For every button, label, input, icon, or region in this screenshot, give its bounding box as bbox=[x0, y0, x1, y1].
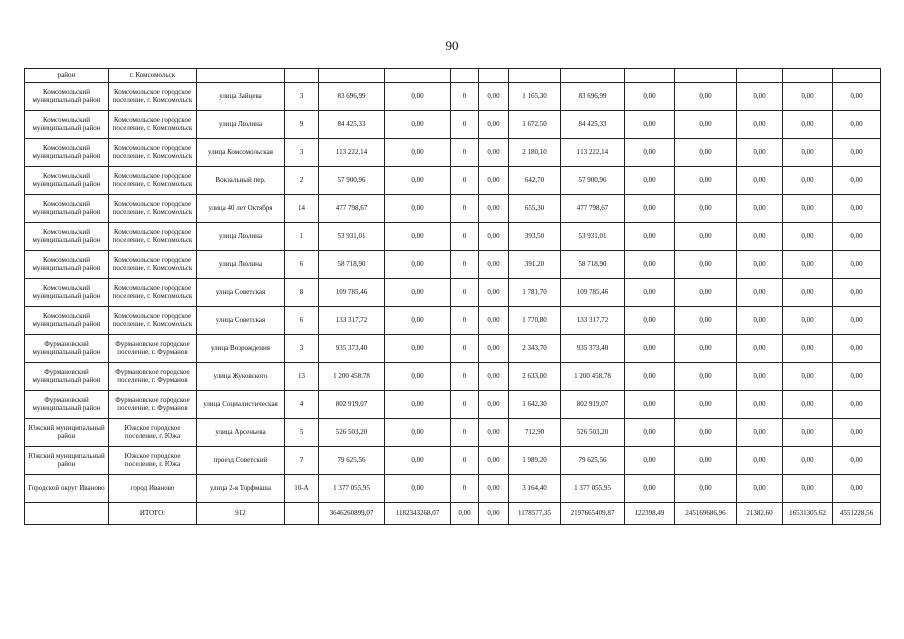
table-cell bbox=[197, 69, 285, 83]
table-cell: 0,00 bbox=[833, 447, 881, 475]
table-cell: 0,00 bbox=[479, 475, 509, 503]
table-cell: 0,00 bbox=[625, 195, 675, 223]
table-cell: 0,00 bbox=[783, 139, 833, 167]
table-cell: 7 bbox=[285, 447, 319, 475]
table-cell: 6 bbox=[285, 251, 319, 279]
table-cell: Фурмановский муниципальный район bbox=[25, 335, 109, 363]
table-cell: 0,00 bbox=[737, 279, 783, 307]
table-cell: 0,00 bbox=[833, 391, 881, 419]
table-cell bbox=[833, 69, 881, 83]
table-cell: 1 781,70 bbox=[509, 279, 561, 307]
table-cell: улица Комсомольская bbox=[197, 139, 285, 167]
table-cell: 0,00 bbox=[833, 419, 881, 447]
table-cell: Фурмановский муниципальный район bbox=[25, 363, 109, 391]
table-cell: район bbox=[25, 69, 109, 83]
table-cell: 0,00 bbox=[385, 307, 451, 335]
table-cell: 0,00 bbox=[783, 419, 833, 447]
table-cell: 113 222,14 bbox=[561, 139, 625, 167]
table-cell: 0,00 bbox=[385, 363, 451, 391]
table-cell: 0,00 bbox=[675, 335, 737, 363]
table-row bbox=[25, 167, 881, 195]
table-cell: 2 343,70 bbox=[509, 335, 561, 363]
table-cell: 10-А bbox=[285, 475, 319, 503]
table-cell: 0,00 bbox=[833, 251, 881, 279]
table-cell: 0,00 bbox=[675, 419, 737, 447]
table-cell: 0,00 bbox=[833, 363, 881, 391]
table-cell: 0,00 bbox=[675, 363, 737, 391]
table-cell: 0,00 bbox=[737, 83, 783, 111]
table-cell: 83 696,99 bbox=[319, 83, 385, 111]
table-cell: 0,00 bbox=[625, 391, 675, 419]
table-cell: 0,00 bbox=[833, 111, 881, 139]
table-cell: 79 625,56 bbox=[561, 447, 625, 475]
table-cell: 0,00 bbox=[625, 111, 675, 139]
table-cell: улица Арсеньева bbox=[197, 419, 285, 447]
table-cell: 526 503,20 bbox=[561, 419, 625, 447]
table-cell bbox=[25, 503, 109, 525]
table-cell: Комсомольский муниципальный район bbox=[25, 167, 109, 195]
table-cell: 0 bbox=[451, 139, 479, 167]
table-cell: 0,00 bbox=[625, 83, 675, 111]
table-cell: Комсомольский муниципальный район bbox=[25, 251, 109, 279]
table-cell: 0,00 bbox=[833, 167, 881, 195]
table-cell: 1 770,80 bbox=[509, 307, 561, 335]
table-cell: 58 718,90 bbox=[561, 251, 625, 279]
table-cell: Комсомольское городское поселение, г. Комсомольск bbox=[109, 223, 197, 251]
table-cell: Южский муниципальный район bbox=[25, 447, 109, 475]
table-cell: 4 bbox=[285, 391, 319, 419]
table-cell: 0,00 bbox=[675, 167, 737, 195]
table-cell: 0 bbox=[451, 251, 479, 279]
table-cell: 0,00 bbox=[479, 223, 509, 251]
table-cell: Фурмановское городское поселение, г. Фурманов bbox=[109, 335, 197, 363]
table-cell: Комсомольский муниципальный район bbox=[25, 83, 109, 111]
table-cell: 0,00 bbox=[625, 167, 675, 195]
table-cell: 0,00 bbox=[833, 195, 881, 223]
table-cell bbox=[451, 69, 479, 83]
table-row bbox=[25, 195, 881, 223]
table-cell: 393,50 bbox=[509, 223, 561, 251]
data-table bbox=[24, 68, 881, 525]
table-cell: Комсомольское городское поселение, г. Комсомольск bbox=[109, 83, 197, 111]
table-cell: 0,00 bbox=[783, 195, 833, 223]
table-cell: 1 200 458,78 bbox=[561, 363, 625, 391]
table-cell: 109 785,46 bbox=[561, 279, 625, 307]
table-cell: 53 931,01 bbox=[319, 223, 385, 251]
table-cell: 0,00 bbox=[625, 335, 675, 363]
table-cell: 1 989,20 bbox=[509, 447, 561, 475]
table-cell: улица Советская bbox=[197, 279, 285, 307]
table-cell: 0,00 bbox=[479, 279, 509, 307]
page-number: 90 bbox=[445, 38, 459, 53]
table-cell: 133 317,72 bbox=[319, 307, 385, 335]
table-cell: улица Люлина bbox=[197, 251, 285, 279]
table-cell: 0,00 bbox=[385, 475, 451, 503]
table-cell: 0 bbox=[451, 307, 479, 335]
table-cell bbox=[509, 69, 561, 83]
table-cell: 0,00 bbox=[385, 279, 451, 307]
table-cell: 14 bbox=[285, 195, 319, 223]
table-cell: 0,00 bbox=[737, 447, 783, 475]
table-row bbox=[25, 223, 881, 251]
table-cell: 0,00 bbox=[737, 139, 783, 167]
table-row bbox=[25, 139, 881, 167]
table-cell: 0 bbox=[451, 167, 479, 195]
table-cell: 5 bbox=[285, 419, 319, 447]
table-cell: Комсомольский муниципальный район bbox=[25, 195, 109, 223]
table-cell: 0 bbox=[451, 195, 479, 223]
table-cell: улица Социалистическая bbox=[197, 391, 285, 419]
table-cell: 0,00 bbox=[833, 139, 881, 167]
table-row bbox=[25, 447, 881, 475]
table-cell: 0,00 bbox=[675, 83, 737, 111]
table-cell: 0,00 bbox=[625, 419, 675, 447]
table-row bbox=[25, 335, 881, 363]
table-cell: 58 718,90 bbox=[319, 251, 385, 279]
table-cell: улица Зайцева bbox=[197, 83, 285, 111]
table-row bbox=[25, 475, 881, 503]
table-cell: 655,30 bbox=[509, 195, 561, 223]
table-cell: 0,00 bbox=[833, 223, 881, 251]
table-cell: улица 2-я Торфмаша bbox=[197, 475, 285, 503]
table-cell: 0 bbox=[451, 475, 479, 503]
table-cell: город Иваново bbox=[109, 475, 197, 503]
table-row bbox=[25, 251, 881, 279]
table-cell: 0,00 bbox=[783, 83, 833, 111]
table-cell: 0,00 bbox=[385, 195, 451, 223]
table-cell: 1 377 055,95 bbox=[319, 475, 385, 503]
table-row bbox=[25, 279, 881, 307]
table-cell: Комсомольское городское поселение, г. Комсомольск bbox=[109, 167, 197, 195]
table-cell: 0,00 bbox=[675, 475, 737, 503]
table-cell: Вокзальный пер. bbox=[197, 167, 285, 195]
table-cell: 0,00 bbox=[737, 475, 783, 503]
table-cell: 477 798,67 bbox=[561, 195, 625, 223]
table-cell bbox=[561, 69, 625, 83]
table-cell: 0,00 bbox=[737, 223, 783, 251]
table-cell: 0,00 bbox=[625, 475, 675, 503]
table-cell: 0,00 bbox=[783, 223, 833, 251]
table-cell: 0 bbox=[451, 447, 479, 475]
table-row bbox=[25, 391, 881, 419]
table-cell: 0,00 bbox=[385, 83, 451, 111]
table-cell: 0,00 bbox=[385, 223, 451, 251]
table-cell: Южское городское поселение, г. Южа bbox=[109, 447, 197, 475]
table-row bbox=[25, 69, 881, 83]
table-cell: 0,00 bbox=[479, 307, 509, 335]
table-cell: Комсомольский муниципальный район bbox=[25, 111, 109, 139]
table-cell: 0,00 bbox=[479, 503, 509, 525]
table-cell: 0,00 bbox=[479, 195, 509, 223]
table-cell: 0,00 bbox=[451, 503, 479, 525]
table-row bbox=[25, 307, 881, 335]
table-cell bbox=[737, 69, 783, 83]
table-cell: 0,00 bbox=[385, 251, 451, 279]
table-cell: улица Советская bbox=[197, 307, 285, 335]
table-cell: 0,00 bbox=[479, 83, 509, 111]
table-cell: 0,00 bbox=[675, 223, 737, 251]
table-cell: 3646260899,07 bbox=[319, 503, 385, 525]
table-cell: Фурмановское городское поселение, г. Фурманов bbox=[109, 391, 197, 419]
table-cell: 113 222,14 bbox=[319, 139, 385, 167]
table-cell: 1 377 055,95 bbox=[561, 475, 625, 503]
table-row bbox=[25, 111, 881, 139]
table-cell: 57 900,96 bbox=[561, 167, 625, 195]
table-cell: 2197665409,87 bbox=[561, 503, 625, 525]
table-cell: 0,00 bbox=[479, 419, 509, 447]
table-cell: 0 bbox=[451, 335, 479, 363]
table-cell: 0,00 bbox=[737, 307, 783, 335]
table-cell: 0,00 bbox=[385, 335, 451, 363]
table-cell: 0,00 bbox=[833, 335, 881, 363]
table-cell bbox=[285, 503, 319, 525]
table-cell: 0,00 bbox=[783, 111, 833, 139]
table-cell: 0,00 bbox=[675, 447, 737, 475]
table-cell: 6 bbox=[285, 307, 319, 335]
table-cell bbox=[385, 69, 451, 83]
table-cell: 0,00 bbox=[675, 111, 737, 139]
table-cell: 3 bbox=[285, 139, 319, 167]
table-cell: 0,00 bbox=[783, 335, 833, 363]
table-cell: Комсомольское городское поселение, г. Комсомольск bbox=[109, 279, 197, 307]
table-cell: 0,00 bbox=[833, 279, 881, 307]
table-cell: 0,00 bbox=[737, 167, 783, 195]
table-cell: 21382,60 bbox=[737, 503, 783, 525]
table-cell: 0,00 bbox=[833, 307, 881, 335]
table-cell: 0,00 bbox=[675, 139, 737, 167]
table-cell: 0 bbox=[451, 111, 479, 139]
table-cell: 2 bbox=[285, 167, 319, 195]
table-cell: Фурмановское городское поселение, г. Фурманов bbox=[109, 363, 197, 391]
table-cell: 0,00 bbox=[783, 167, 833, 195]
table-cell: улица Жуковского bbox=[197, 363, 285, 391]
table-cell: г. Комсомольск bbox=[109, 69, 197, 83]
table-cell: 477 798,67 bbox=[319, 195, 385, 223]
table-cell: 0,00 bbox=[385, 447, 451, 475]
table-cell: 0,00 bbox=[783, 475, 833, 503]
table-cell: Комсомольское городское поселение, г. Комсомольск bbox=[109, 307, 197, 335]
table-cell: 0,00 bbox=[625, 139, 675, 167]
table-cell: 0,00 bbox=[675, 391, 737, 419]
table-cell: 642,70 bbox=[509, 167, 561, 195]
table-cell: 0,00 bbox=[783, 447, 833, 475]
table-cell: Комсомольское городское поселение, г. Комсомольск bbox=[109, 251, 197, 279]
table-cell: 0,00 bbox=[737, 111, 783, 139]
table-cell: 0,00 bbox=[737, 335, 783, 363]
table-cell: улица 40 лет Октября bbox=[197, 195, 285, 223]
table-cell: 2 633,00 bbox=[509, 363, 561, 391]
table-cell: 0,00 bbox=[479, 447, 509, 475]
table-cell: 0,00 bbox=[625, 279, 675, 307]
table-cell: Фурмановский муниципальный район bbox=[25, 391, 109, 419]
table-cell bbox=[319, 69, 385, 83]
table-cell: улица Люлина bbox=[197, 111, 285, 139]
table-cell: Городской округ Иваново bbox=[25, 475, 109, 503]
table-cell: 0 bbox=[451, 419, 479, 447]
table-cell: 53 931,01 bbox=[561, 223, 625, 251]
table-cell: 133 317,72 bbox=[561, 307, 625, 335]
table-cell: 0,00 bbox=[385, 167, 451, 195]
table-cell bbox=[675, 69, 737, 83]
table-cell: 0,00 bbox=[385, 139, 451, 167]
table-cell: 84 425,33 bbox=[561, 111, 625, 139]
table-cell: 2 180,10 bbox=[509, 139, 561, 167]
table-cell: Комсомольский муниципальный район bbox=[25, 307, 109, 335]
table-cell: 0,00 bbox=[737, 195, 783, 223]
table-cell: 0,00 bbox=[385, 419, 451, 447]
table-cell: 0,00 bbox=[479, 391, 509, 419]
table-cell: 245169686,96 bbox=[675, 503, 737, 525]
table-cell: 0,00 bbox=[385, 111, 451, 139]
table-cell: 0,00 bbox=[479, 111, 509, 139]
table-cell bbox=[479, 69, 509, 83]
table-cell: 0,00 bbox=[675, 251, 737, 279]
table-cell: 0,00 bbox=[385, 391, 451, 419]
table-cell: Южский муниципальный район bbox=[25, 419, 109, 447]
table-cell: Комсомольское городское поселение, г. Комсомольск bbox=[109, 111, 197, 139]
table-cell: 4551228,56 bbox=[833, 503, 881, 525]
table-cell: Комсомольский муниципальный район bbox=[25, 279, 109, 307]
table-cell: 0,00 bbox=[479, 167, 509, 195]
table-cell: 3 bbox=[285, 335, 319, 363]
table-cell: 84 425,33 bbox=[319, 111, 385, 139]
table-cell: 0,00 bbox=[833, 83, 881, 111]
table-cell: 0 bbox=[451, 279, 479, 307]
table-cell: 0,00 bbox=[737, 419, 783, 447]
table-cell: 0,00 bbox=[737, 391, 783, 419]
table-row bbox=[25, 363, 881, 391]
table-cell: ИТОГО: bbox=[109, 503, 197, 525]
table-cell: 935 373,40 bbox=[561, 335, 625, 363]
table-cell: 526 503,20 bbox=[319, 419, 385, 447]
table-cell: 3 164,40 bbox=[509, 475, 561, 503]
table-cell: 0,00 bbox=[625, 251, 675, 279]
table-cell bbox=[625, 69, 675, 83]
table-cell: 0 bbox=[451, 83, 479, 111]
table-cell: 0,00 bbox=[783, 307, 833, 335]
table-cell: 1 bbox=[285, 223, 319, 251]
table-cell: 0,00 bbox=[737, 363, 783, 391]
table-cell: 1178577,35 bbox=[509, 503, 561, 525]
table-cell: 13 bbox=[285, 363, 319, 391]
table-cell: 0,00 bbox=[625, 363, 675, 391]
table-cell: улица Люлина bbox=[197, 223, 285, 251]
table-cell: 0,00 bbox=[783, 363, 833, 391]
table-cell: 0,00 bbox=[479, 335, 509, 363]
table-cell: 79 625,56 bbox=[319, 447, 385, 475]
table-cell: 0,00 bbox=[625, 223, 675, 251]
table-cell: Комсомольский муниципальный район bbox=[25, 139, 109, 167]
table-cell: 16531305,62 bbox=[783, 503, 833, 525]
table-cell: 57 900,96 bbox=[319, 167, 385, 195]
table-cell: 9 bbox=[285, 111, 319, 139]
table-row bbox=[25, 83, 881, 111]
table-cell: 83 696,99 bbox=[561, 83, 625, 111]
table-cell: 0,00 bbox=[675, 279, 737, 307]
table-cell: 1 672,50 bbox=[509, 111, 561, 139]
table-cell: 0,00 bbox=[625, 307, 675, 335]
table-cell: 0,00 bbox=[479, 251, 509, 279]
table-cell: 802 919,07 bbox=[319, 391, 385, 419]
table-cell: 3 bbox=[285, 83, 319, 111]
table-cell: проезд Советский bbox=[197, 447, 285, 475]
table-cell: Комсомольское городское поселение, г. Комсомольск bbox=[109, 139, 197, 167]
table-cell: 0,00 bbox=[783, 391, 833, 419]
table-cell: 0 bbox=[451, 363, 479, 391]
table-cell: улица Возрождения bbox=[197, 335, 285, 363]
table-cell: 391,20 bbox=[509, 251, 561, 279]
table-cell: 0,00 bbox=[783, 251, 833, 279]
table-cell: 0,00 bbox=[783, 279, 833, 307]
table-cell: 0 bbox=[451, 223, 479, 251]
table-cell: 1182343268,07 bbox=[385, 503, 451, 525]
table-cell: Комсомольский муниципальный район bbox=[25, 223, 109, 251]
table-cell: 0,00 bbox=[737, 251, 783, 279]
table-cell: 8 bbox=[285, 279, 319, 307]
table-cell: 935 373,40 bbox=[319, 335, 385, 363]
table-cell: 0,00 bbox=[479, 139, 509, 167]
table-cell: 1 642,30 bbox=[509, 391, 561, 419]
table-cell: 1 200 458,78 bbox=[319, 363, 385, 391]
table-cell: 0,00 bbox=[479, 363, 509, 391]
table-cell: 0,00 bbox=[833, 475, 881, 503]
table-cell: Южское городское поселение, г. Южа bbox=[109, 419, 197, 447]
table-cell: 0,00 bbox=[625, 447, 675, 475]
table-cell: 912 bbox=[197, 503, 285, 525]
table-cell: 122398,49 bbox=[625, 503, 675, 525]
table-cell: 712,90 bbox=[509, 419, 561, 447]
table-cell bbox=[285, 69, 319, 83]
table-cell: 0,00 bbox=[675, 195, 737, 223]
table-cell: 0 bbox=[451, 391, 479, 419]
table-cell: 1 165,30 bbox=[509, 83, 561, 111]
table-row bbox=[25, 419, 881, 447]
table-cell: 109 785,46 bbox=[319, 279, 385, 307]
total-row bbox=[25, 503, 881, 525]
table-cell: Комсомольское городское поселение, г. Комсомольск bbox=[109, 195, 197, 223]
table-cell: 0,00 bbox=[675, 307, 737, 335]
table-cell bbox=[783, 69, 833, 83]
table-cell: 802 919,07 bbox=[561, 391, 625, 419]
